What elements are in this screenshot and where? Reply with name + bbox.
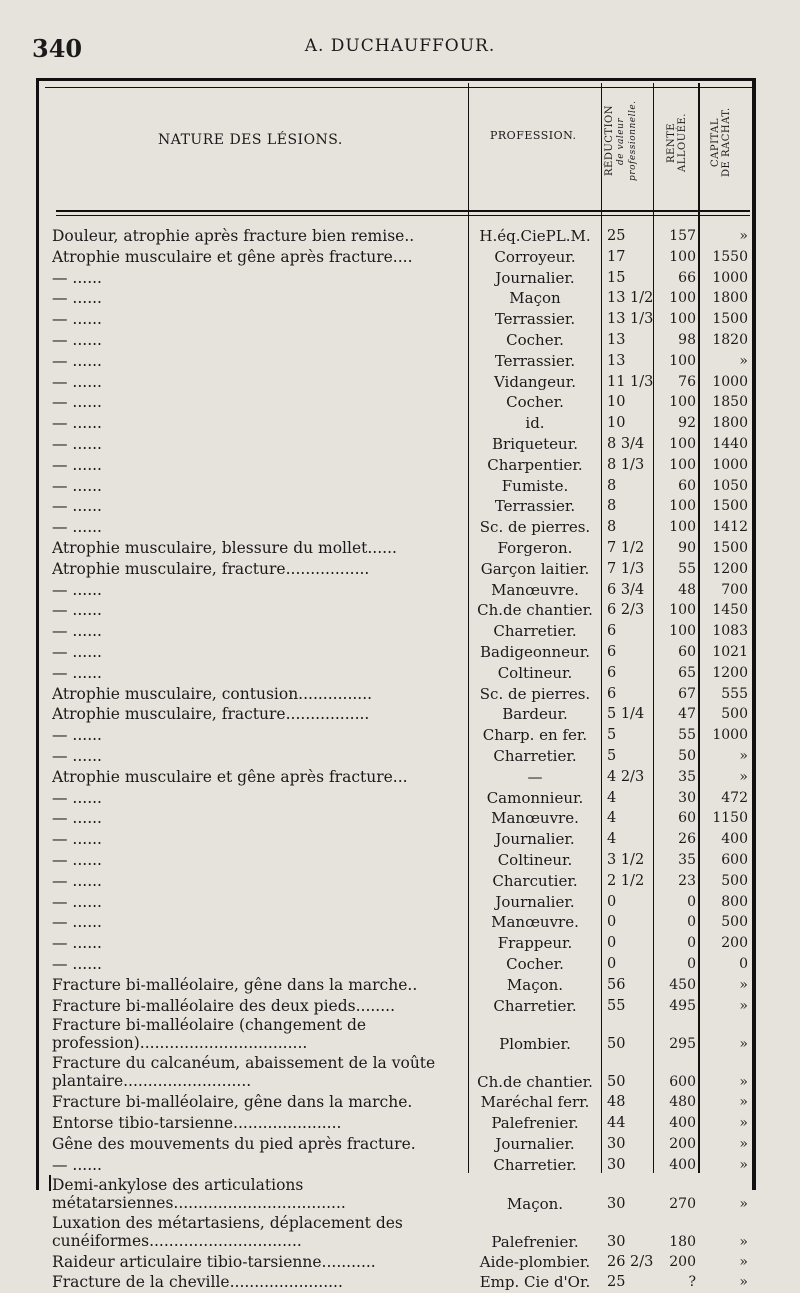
cell-rente: 100 xyxy=(669,248,696,265)
cell-rente: 60 xyxy=(678,644,696,660)
cell-reduction: 44 xyxy=(607,1115,626,1132)
cell-profession: Aide-plombier. xyxy=(479,1252,591,1271)
table-row xyxy=(0,434,800,455)
cell-reduction: 56 xyxy=(607,976,626,993)
cell-nature: — ...... xyxy=(52,871,102,890)
header-reduction-title: RÉDUCTION xyxy=(604,105,615,177)
cell-reduction: 6 3/4 xyxy=(607,581,645,598)
cell-profession: Charretier. xyxy=(493,747,577,765)
cell-reduction: 15 xyxy=(607,269,626,286)
cell-reduction: 8 xyxy=(607,498,617,515)
table-row xyxy=(0,788,800,809)
cell-reduction: 30 xyxy=(607,1195,626,1212)
cell-reduction: 7 1/2 xyxy=(607,540,645,556)
table-row xyxy=(0,829,800,850)
cell-rente: 100 xyxy=(669,519,696,536)
cell-rente: 270 xyxy=(669,1195,696,1212)
table-row xyxy=(0,268,800,289)
header-capital-sub: DE RACHAT. xyxy=(721,107,732,177)
cell-capital: 1850 xyxy=(712,394,748,411)
table-row xyxy=(0,725,800,746)
table-row xyxy=(0,1113,800,1134)
cell-reduction: 0 xyxy=(607,893,617,910)
cell-capital: 1500 xyxy=(712,311,748,328)
cell-profession: Forgeron. xyxy=(497,539,573,557)
cell-reduction: 8 xyxy=(607,519,617,536)
running-head: A. DUCHAUFFOUR. xyxy=(304,36,496,56)
cell-profession: Sc. de pierres. xyxy=(479,518,591,537)
cell-capital: 1000 xyxy=(712,269,748,286)
cell-nature: Fracture bi-malléolaire (changement de profession).................................. xyxy=(52,1016,367,1053)
cell-nature: — ...... xyxy=(52,788,102,807)
cell-profession: Terrassier. xyxy=(494,310,576,329)
cell-nature: Atrophie musculaire, fracture................. xyxy=(52,559,370,578)
cell-profession: Charretier. xyxy=(493,622,577,641)
table-row xyxy=(0,351,800,372)
cell-nature: — ...... xyxy=(52,310,102,329)
cell-profession: Charp. en fer. xyxy=(482,726,588,745)
cell-nature: — ...... xyxy=(52,663,102,682)
cell-rente: 100 xyxy=(669,290,696,307)
cell-capital: » xyxy=(739,1156,748,1173)
cell-profession: Camonnieur. xyxy=(486,788,584,807)
cell-capital: 1800 xyxy=(712,415,748,432)
table-row xyxy=(0,538,800,559)
cell-rente: 90 xyxy=(678,540,696,556)
header-nature: NATURE DES LÉSIONS. xyxy=(158,132,343,148)
cell-rente: 55 xyxy=(678,727,696,744)
cell-capital: 1500 xyxy=(712,540,748,556)
cell-profession: Coltineur. xyxy=(497,851,573,869)
cell-rente: 47 xyxy=(678,706,696,723)
cell-rente: 100 xyxy=(669,436,696,452)
cell-capital: 400 xyxy=(721,831,748,848)
cell-reduction: 13 xyxy=(607,332,626,348)
cell-profession: Corroyeur. xyxy=(494,247,576,266)
cell-capital: 600 xyxy=(721,852,748,868)
cell-profession: Cocher. xyxy=(506,393,564,412)
cell-rente: 35 xyxy=(678,768,696,785)
table-row xyxy=(0,600,800,621)
cell-capital: » xyxy=(739,748,748,764)
cell-rente: 495 xyxy=(669,997,696,1014)
cell-nature: Demi-ankylose des articulations métatarsiennes................................... xyxy=(52,1175,346,1212)
cell-reduction: 8 1/3 xyxy=(607,456,645,473)
cell-reduction: 13 xyxy=(607,352,626,369)
cell-nature: Raideur articulaire tibio-tarsienne........... xyxy=(52,1252,376,1271)
cell-rente: 295 xyxy=(669,1036,696,1053)
cell-nature: — ...... xyxy=(52,892,102,911)
table-row xyxy=(0,892,800,913)
cell-capital: » xyxy=(739,976,748,993)
cell-reduction: 55 xyxy=(607,997,626,1014)
cell-reduction: 4 xyxy=(607,810,617,827)
cell-profession: Ch.de chantier. xyxy=(477,601,593,620)
cell-capital: 1083 xyxy=(712,623,748,640)
cell-reduction: 50 xyxy=(607,1074,626,1091)
cell-reduction: 5 xyxy=(607,748,617,764)
cell-reduction: 13 1/2 xyxy=(607,290,654,307)
cell-nature: Atrophie musculaire, fracture................. xyxy=(52,705,370,724)
table-row xyxy=(0,1155,800,1176)
table-row xyxy=(0,559,800,580)
cell-nature: Atrophie musculaire et gêne après fracture... xyxy=(52,767,408,786)
cell-rente: 92 xyxy=(678,415,696,432)
cell-reduction: 6 xyxy=(607,664,617,681)
table-row xyxy=(0,517,800,538)
cell-capital: 1500 xyxy=(712,498,748,515)
cell-nature: — ...... xyxy=(52,289,102,308)
table-row xyxy=(0,1272,800,1293)
header-capital-title: CAPITAL xyxy=(710,117,721,167)
cell-profession: Journalier. xyxy=(495,268,575,287)
cell-capital: 200 xyxy=(721,935,748,952)
table-row xyxy=(0,392,800,413)
cell-profession: Palefrenier. xyxy=(491,1232,579,1251)
cell-reduction: 26 2/3 xyxy=(607,1253,654,1270)
cell-profession: Charpentier. xyxy=(487,455,583,474)
cell-profession: Journalier. xyxy=(495,1135,575,1153)
table-row xyxy=(0,621,800,642)
cell-capital: 1000 xyxy=(712,727,748,744)
table-row xyxy=(0,933,800,954)
cell-rente: 48 xyxy=(678,581,696,598)
cell-reduction: 30 xyxy=(607,1156,626,1173)
cell-rente: 100 xyxy=(669,311,696,328)
cell-nature: — ...... xyxy=(52,622,102,641)
cell-profession: Manœuvre. xyxy=(491,913,579,932)
header-reduction-sub1: de valeur xyxy=(616,117,626,165)
cell-capital: » xyxy=(739,352,748,369)
cell-nature: — ...... xyxy=(52,580,102,599)
cell-profession: Manœuvre. xyxy=(491,580,579,599)
cell-reduction: 4 xyxy=(607,789,617,806)
cell-reduction: 3 1/2 xyxy=(607,852,645,868)
cell-capital: » xyxy=(739,1094,748,1111)
cell-nature: Gêne des mouvements du pied après fracture. xyxy=(52,1135,416,1153)
table-row xyxy=(0,226,800,247)
table-row xyxy=(0,1134,800,1155)
cell-profession: Cocher. xyxy=(506,955,564,973)
cell-nature: — ...... xyxy=(52,414,102,433)
cell-reduction: 30 xyxy=(607,1136,626,1152)
cell-capital: 1800 xyxy=(712,290,748,307)
cell-rente: 400 xyxy=(669,1156,696,1173)
cell-profession: Ch.de chantier. xyxy=(477,1073,593,1092)
cell-profession: Charcutier. xyxy=(492,871,578,890)
table-row xyxy=(0,1092,800,1113)
cell-rente: 60 xyxy=(678,477,696,494)
cell-profession: Terrassier. xyxy=(494,351,576,370)
cell-capital: 1450 xyxy=(712,602,748,619)
cell-rente: ? xyxy=(688,1274,696,1291)
cell-profession: Emp. Cie d'Or. xyxy=(479,1273,591,1292)
cell-capital: » xyxy=(739,1074,748,1091)
cell-rente: 100 xyxy=(669,456,696,473)
table-row xyxy=(0,996,800,1017)
table-row xyxy=(0,476,800,497)
cell-nature: — ...... xyxy=(52,476,102,495)
cell-nature: — ...... xyxy=(52,955,102,973)
cell-capital: 1412 xyxy=(712,519,748,536)
table-row xyxy=(0,330,800,351)
cell-capital: » xyxy=(739,1195,748,1212)
header-rente: RENTE ALLOUÉE. xyxy=(666,113,688,173)
cell-reduction: 10 xyxy=(607,415,626,432)
cell-reduction: 7 1/3 xyxy=(607,560,645,577)
cell-capital: 1050 xyxy=(712,477,748,494)
cell-rente: 98 xyxy=(678,332,696,348)
cell-reduction: 0 xyxy=(607,935,617,952)
cell-profession: — xyxy=(527,767,543,786)
cell-capital: 500 xyxy=(721,872,748,889)
cell-profession: Maçon xyxy=(509,289,561,308)
cell-rente: 23 xyxy=(678,872,696,889)
cell-rente: 450 xyxy=(669,976,696,993)
cell-profession: Briqueteur. xyxy=(492,435,578,453)
cell-capital: 1000 xyxy=(712,456,748,473)
table-row xyxy=(0,850,800,871)
table-row xyxy=(0,288,800,309)
cell-rente: 100 xyxy=(669,602,696,619)
cell-capital: 500 xyxy=(721,706,748,723)
cell-reduction: 6 xyxy=(607,685,617,702)
cell-nature: — ...... xyxy=(52,601,102,620)
cell-profession: Frappeur. xyxy=(497,934,573,953)
table-row xyxy=(0,642,800,663)
cell-reduction: 48 xyxy=(607,1094,626,1111)
cell-capital: 1000 xyxy=(712,373,748,390)
cell-profession: Badigeonneur. xyxy=(479,643,591,661)
table-row xyxy=(0,975,800,996)
table-row xyxy=(0,455,800,476)
cell-profession: Palefrenier. xyxy=(491,1114,579,1133)
cell-rente: 0 xyxy=(687,956,696,972)
cell-reduction: 6 xyxy=(607,623,617,640)
cell-nature: Atrophie musculaire, blessure du mollet...... xyxy=(52,539,397,557)
cell-profession: Bardeur. xyxy=(502,705,568,724)
cell-capital: 500 xyxy=(721,914,748,931)
cell-rente: 0 xyxy=(687,935,696,952)
cell-rente: 55 xyxy=(678,560,696,577)
cell-profession: id. xyxy=(525,414,545,433)
cell-capital: » xyxy=(739,1136,748,1152)
cell-rente: 76 xyxy=(678,373,696,390)
cell-rente: 26 xyxy=(678,831,696,848)
cell-nature: — ...... xyxy=(52,497,102,516)
table-row xyxy=(0,580,800,601)
cell-capital: 1550 xyxy=(712,248,748,265)
cell-capital: 1200 xyxy=(712,664,748,681)
cell-nature: — ...... xyxy=(52,809,102,828)
cell-reduction: 8 3/4 xyxy=(607,436,645,452)
cell-nature: Atrophie musculaire et gêne après fracture.... xyxy=(52,247,413,266)
cell-rente: 400 xyxy=(669,1115,696,1132)
cell-nature: Luxation des métartasiens, déplacement des cunéiformes............................... xyxy=(52,1213,403,1250)
table-row xyxy=(0,912,800,933)
table-row xyxy=(0,808,800,829)
cell-nature: — ...... xyxy=(52,1155,102,1174)
cell-nature: Douleur, atrophie après fracture bien remise.. xyxy=(52,227,415,245)
cell-reduction: 8 xyxy=(607,477,617,494)
cell-nature: Fracture bi-malléolaire, gêne dans la marche.. xyxy=(52,975,418,994)
cell-capital: » xyxy=(739,228,748,244)
table-row xyxy=(0,1176,800,1214)
cell-profession: Maçon. xyxy=(506,1194,564,1213)
cell-rente: 180 xyxy=(669,1233,696,1250)
table-row xyxy=(0,1252,800,1273)
cell-reduction: 2 1/2 xyxy=(607,872,645,889)
table-row xyxy=(0,684,800,705)
cell-nature: — ...... xyxy=(52,747,102,765)
cell-rente: 30 xyxy=(678,789,696,806)
cell-reduction: 11 1/3 xyxy=(607,373,654,390)
cell-nature: Fracture bi-malléolaire des deux pieds........ xyxy=(52,996,396,1015)
table-row xyxy=(0,746,800,767)
cell-profession: Terrassier. xyxy=(494,497,576,516)
cell-nature: — ...... xyxy=(52,913,102,932)
cell-profession: Maçon. xyxy=(506,975,564,994)
cell-reduction: 10 xyxy=(607,394,626,411)
cell-rente: 200 xyxy=(669,1253,696,1270)
cell-profession: Garçon laitier. xyxy=(480,559,590,578)
cell-profession: Journalier. xyxy=(495,892,575,911)
cell-capital: 800 xyxy=(721,893,748,910)
cell-capital: 1820 xyxy=(712,332,748,348)
cell-profession: Manœuvre. xyxy=(491,809,579,828)
table-row xyxy=(0,247,800,268)
cell-reduction: 13 1/3 xyxy=(607,311,654,328)
cell-rente: 600 xyxy=(669,1074,696,1091)
cell-capital: 0 xyxy=(739,956,748,972)
header-profession: PROFESSION. xyxy=(490,129,577,142)
cell-capital: » xyxy=(739,1253,748,1270)
cell-reduction: 25 xyxy=(607,1274,626,1291)
page-number: 340 xyxy=(32,34,83,63)
cell-rente: 66 xyxy=(678,269,696,286)
cell-rente: 0 xyxy=(687,914,696,931)
cell-reduction: 4 xyxy=(607,831,617,848)
table-row xyxy=(0,372,800,393)
cell-reduction: 5 1/4 xyxy=(607,706,645,723)
cell-rente: 157 xyxy=(669,228,696,244)
cell-reduction: 6 xyxy=(607,644,617,660)
cell-capital: 1440 xyxy=(712,436,748,452)
table-row xyxy=(0,1054,800,1092)
cell-nature: — ...... xyxy=(52,726,102,745)
table-row xyxy=(0,871,800,892)
cell-profession: H.éq.CiePL.M. xyxy=(479,227,591,245)
table-row xyxy=(0,1016,800,1054)
cell-nature: — ...... xyxy=(52,518,102,537)
cell-nature: Fracture bi-malléolaire, gêne dans la marche. xyxy=(52,1093,413,1112)
cell-nature: — ...... xyxy=(52,268,102,287)
cell-nature: — ...... xyxy=(52,435,102,453)
cell-profession: Journalier. xyxy=(495,830,575,849)
table-row xyxy=(0,767,800,788)
cell-reduction: 17 xyxy=(607,248,626,265)
cell-profession: Plombier. xyxy=(499,1035,571,1054)
cell-reduction: 5 xyxy=(607,727,617,744)
cell-reduction: 6 2/3 xyxy=(607,602,645,619)
cell-rente: 67 xyxy=(678,685,696,702)
cell-rente: 100 xyxy=(669,623,696,640)
cell-rente: 100 xyxy=(669,352,696,369)
cell-capital: » xyxy=(739,1115,748,1132)
table-row xyxy=(0,413,800,434)
header-reduction-sub2: professionnelle. xyxy=(628,100,638,182)
cell-profession: Maréchal ferr. xyxy=(480,1093,590,1112)
cell-nature: Entorse tibio-tarsienne...................... xyxy=(52,1114,342,1133)
cell-capital: » xyxy=(739,1233,748,1250)
cell-rente: 0 xyxy=(687,893,696,910)
cell-profession: Coltineur. xyxy=(497,663,573,682)
table-row xyxy=(0,663,800,684)
cell-capital: » xyxy=(739,1036,748,1053)
cell-profession: Charretier. xyxy=(493,1155,577,1174)
cell-reduction: 25 xyxy=(607,228,626,244)
cell-nature: — ...... xyxy=(52,830,102,849)
table-row xyxy=(0,309,800,330)
cell-rente: 65 xyxy=(678,664,696,681)
cell-profession: Cocher. xyxy=(506,331,564,349)
cell-profession: Fumiste. xyxy=(501,476,569,495)
table-row xyxy=(0,704,800,725)
cell-nature: — ...... xyxy=(52,643,102,661)
cell-reduction: 0 xyxy=(607,914,617,931)
cell-capital: 1021 xyxy=(712,644,748,660)
cell-capital: » xyxy=(739,768,748,785)
cell-nature: — ...... xyxy=(52,455,102,474)
cell-reduction: 50 xyxy=(607,1036,626,1053)
cell-rente: 200 xyxy=(669,1136,696,1152)
cell-capital: » xyxy=(739,997,748,1014)
cell-profession: Charretier. xyxy=(493,996,577,1015)
cell-nature: — ...... xyxy=(52,934,102,953)
cell-reduction: 30 xyxy=(607,1233,626,1250)
cell-rente: 35 xyxy=(678,852,696,868)
cell-capital: 1150 xyxy=(712,810,748,827)
cell-nature: — ...... xyxy=(52,351,102,370)
cell-capital: 1200 xyxy=(712,560,748,577)
cell-nature: — ...... xyxy=(52,331,102,349)
cell-rente: 60 xyxy=(678,810,696,827)
cell-capital: 472 xyxy=(721,789,748,806)
table-row xyxy=(0,496,800,517)
cell-nature: Atrophie musculaire, contusion............... xyxy=(52,684,373,703)
cell-capital: » xyxy=(739,1274,748,1291)
cell-nature: — ...... xyxy=(52,372,102,391)
cell-nature: — ...... xyxy=(52,393,102,412)
cell-capital: 700 xyxy=(721,581,748,598)
cell-reduction: 0 xyxy=(607,956,617,972)
cell-profession: Vidangeur. xyxy=(493,372,576,391)
cell-capital: 555 xyxy=(721,685,748,702)
table-row xyxy=(0,1214,800,1252)
frame-tick xyxy=(49,1175,51,1191)
cell-profession: Sc. de pierres. xyxy=(479,684,591,703)
cell-nature: Fracture de la cheville....................... xyxy=(52,1273,343,1292)
cell-rente: 480 xyxy=(669,1094,696,1111)
cell-rente: 100 xyxy=(669,498,696,515)
cell-reduction: 4 2/3 xyxy=(607,768,645,785)
cell-nature: Fracture du calcanéum, abaissement de la voûte plantaire.......................... xyxy=(52,1054,436,1091)
cell-nature: — ...... xyxy=(52,851,102,869)
cell-rente: 50 xyxy=(678,748,696,764)
cell-rente: 100 xyxy=(669,394,696,411)
table-row xyxy=(0,954,800,975)
